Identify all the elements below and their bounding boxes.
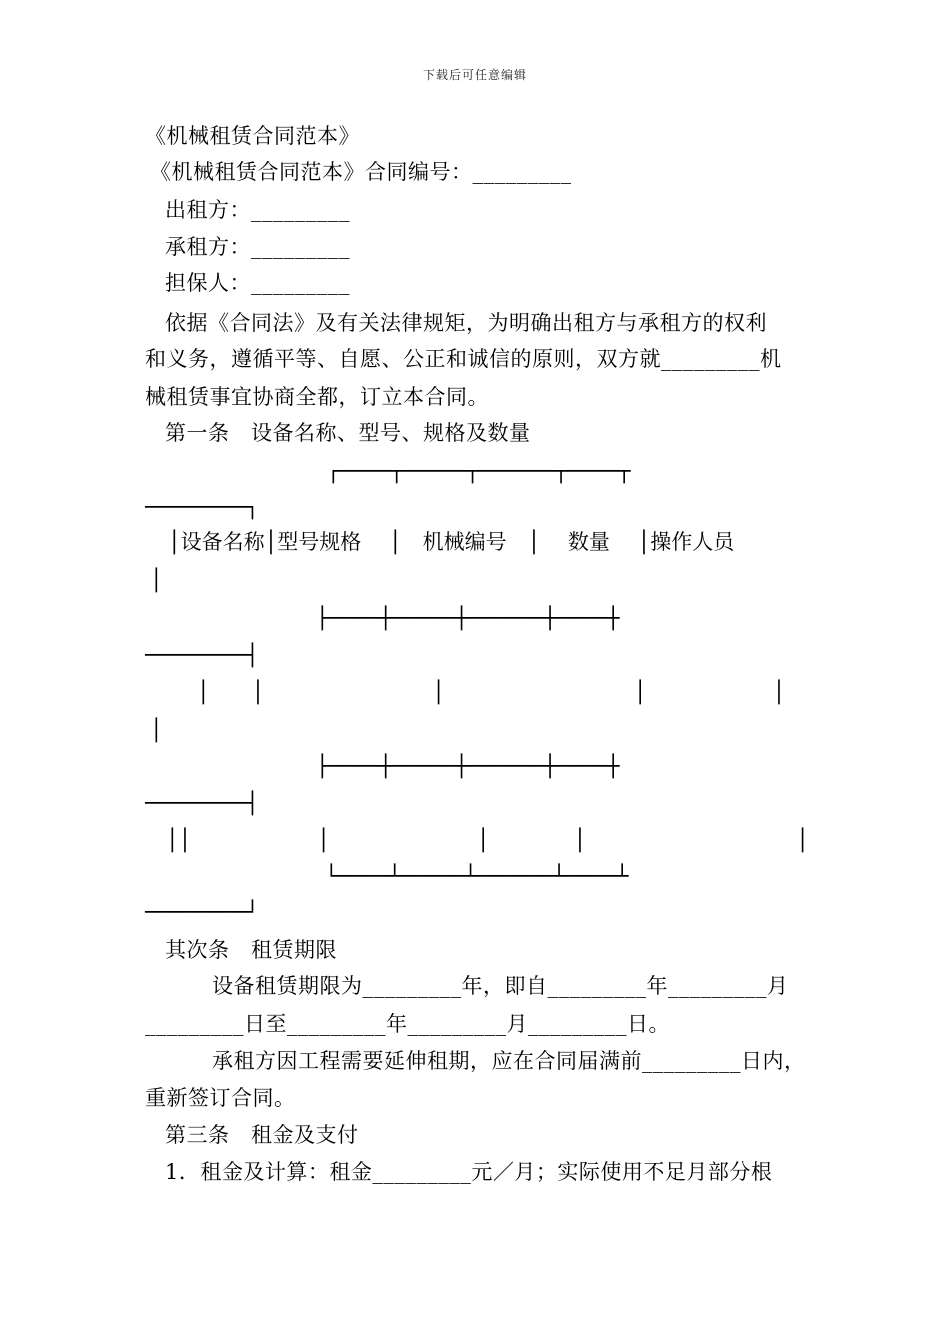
lease-term-line-2: _________日至_________年_________月_________日。 — [145, 1012, 670, 1036]
table-bottom-border: └────┴─────┴──────┴────┴ — [325, 864, 629, 888]
extension-line-1: 承租方因工程需要延伸租期，应在合同届满前_________日内， — [212, 1049, 806, 1073]
page-header-note: 下载后可任意编辑 — [422, 68, 527, 82]
article-1-title: 第一条 设备名称、型号、规格及数量 — [165, 421, 531, 445]
table-data-row-2: ││ │ │ │ │ — [166, 828, 809, 852]
lease-term-line-1: 设备租赁期限为_________年，即自_________年_________月 — [212, 974, 789, 998]
table-header-row: │设备名称│型号规格 │ 机械编号 │ 数量 │操作人员 — [168, 530, 735, 554]
article-2-title: 其次条 租赁期限 — [165, 938, 337, 962]
rent-calculation-line: 1．租金及计算：租金_________元／月；实际使用不足月部分根 — [165, 1160, 773, 1184]
table-separator-1-cont: ────────┤ — [145, 643, 259, 667]
table-top-border-cont: ────────┐ — [145, 495, 259, 519]
intro-paragraph-line-2: 和义务，遵循平等、自愿、公正和诚信的原则，双方就_________机 — [145, 347, 782, 371]
table-separator-2-cont: ────────┤ — [145, 791, 259, 815]
lessor-line: 出租方：_________ — [165, 198, 350, 222]
table-separator-2: ├────┼─────┼──────┼────┼ — [316, 754, 620, 778]
document-title: 《机械租赁合同范本》 — [145, 124, 360, 148]
guarantor-line: 担保人：_________ — [165, 271, 350, 295]
extension-line-2: 重新签订合同。 — [145, 1086, 296, 1110]
table-separator-1: ├────┼─────┼──────┼────┼ — [316, 606, 620, 630]
table-header-row-cont: │ — [150, 568, 163, 592]
table-bottom-border-cont: ────────┘ — [145, 900, 259, 924]
table-data-row-1-cont: │ — [150, 718, 163, 742]
lessee-line: 承租方：_________ — [165, 235, 350, 259]
contract-number-line: 《机械租赁合同范本》合同编号：_________ — [150, 160, 572, 184]
table-top-border: ┌────┬─────┬──────┬────┬ — [327, 459, 631, 483]
intro-paragraph-line-1: 依据《合同法》及有关法律规矩，为明确出租方与承租方的权利 — [165, 311, 767, 335]
intro-paragraph-line-3: 械租赁事宜协商全都，订立本合同。 — [145, 385, 489, 409]
table-data-row-1: │ │ │ │ │ — [176, 680, 786, 704]
article-3-title: 第三条 租金及支付 — [165, 1123, 359, 1147]
